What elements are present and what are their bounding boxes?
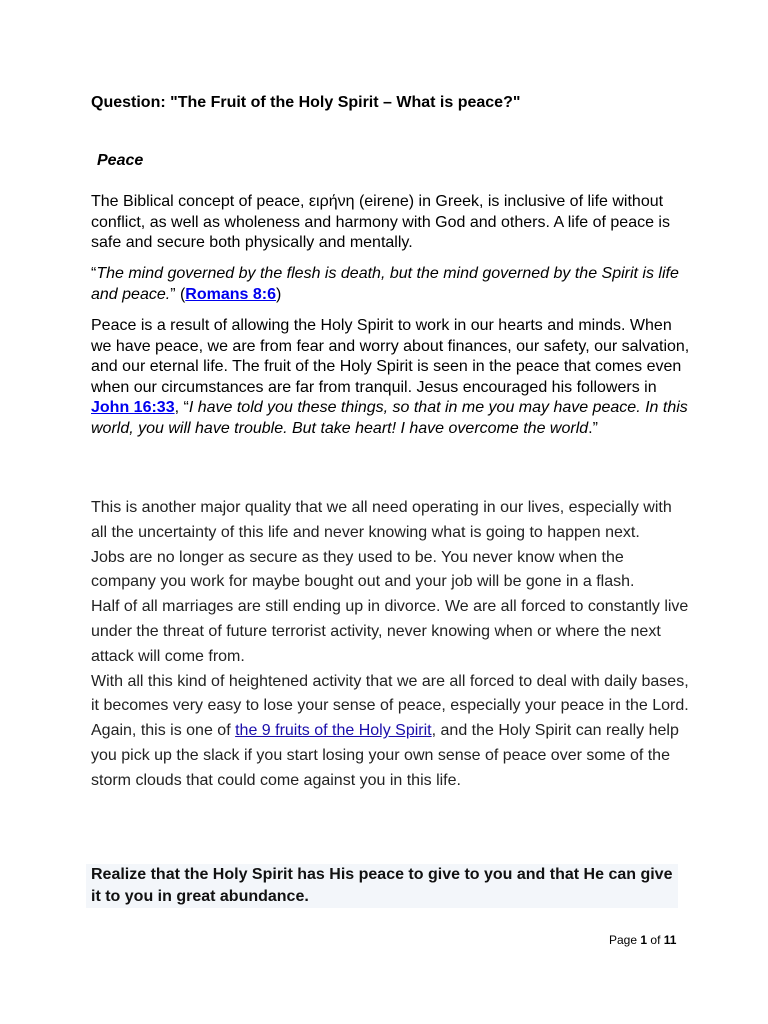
question-title: Question: "The Fruit of the Holy Spirit – What is peace?"	[91, 94, 521, 111]
john-link[interactable]: John 16:33	[91, 399, 175, 416]
paragraph-end: .”	[588, 419, 598, 437]
body-text-block	[91, 496, 691, 794]
paragraph-text: Peace is a result of allowing the Holy Spirit to work in our hearts and minds. When we have peace, we are from fear and worry about finances, our safety, our salvation, and our eternal life. The fruit of the Holy Spirit is seen in the peace that comes even when our circumstances are far from tranquil. Jesus encouraged his followers in	[91, 317, 690, 396]
quote-close: ” (	[170, 285, 186, 303]
of-word: of	[650, 933, 661, 947]
fruits-before: Again, this is one of	[91, 722, 236, 740]
section-heading: Peace	[97, 152, 144, 169]
page-total: 11	[663, 933, 677, 947]
body-paragraph: This is another major quality that we all need operating in our lives, especially with all the uncertainty of this life and never knowing what is going to happen next.	[91, 499, 672, 541]
page-number: 1	[640, 933, 648, 947]
fruits-after: , and the Holy Spirit can really help you pick up the slack if you start losing your own sense of peace over some of the storm clouds that could come against you in this life.	[91, 722, 679, 789]
highlight-statement: Realize that the Holy Spirit has His peace to give to you and that He can give it to you in great abundance.	[91, 866, 673, 905]
quote-end: )	[276, 285, 282, 303]
body-paragraph: Jobs are no longer as secure as they used to be. You never know when the company you work for maybe bought out and your job will be gone in a flash.	[91, 548, 635, 591]
quote-open: “	[91, 265, 97, 282]
page-word: Page	[609, 933, 638, 947]
paragraph-holy-spirit	[91, 316, 691, 439]
fruits-link[interactable]: the 9 fruits of the Holy Spirit	[235, 722, 432, 740]
paragraph-concept: The Biblical concept of peace, ειρήνη (eirene) in Greek, is inclusive of life without conflict, as well as wholeness and harmony with God and others. A life of peace is safe and secure both physically and mentally.	[91, 193, 670, 251]
quote-text: The mind governed by the flesh is death, but the mind governed by the Spirit is life and peace.	[91, 265, 679, 303]
body-paragraph: Half of all marriages are still ending up in divorce. We are all forced to constantly live under the threat of future terrorist activity, never knowing when or where the next attack will come from.	[91, 598, 689, 665]
john-quote: I have told you these things, so that in me you may have peace. In this world, you will have trouble. But take heart! I have overcome the world	[91, 399, 688, 437]
paragraph-mid: , “	[174, 399, 189, 416]
scripture-quote	[91, 264, 691, 305]
page-footer	[609, 933, 676, 947]
body-paragraph: With all this kind of heightened activity that we are all forced to deal with daily bases, it becomes very easy to lose your sense of peace, especially your peace in the Lord.	[91, 672, 689, 715]
fruits-paragraph	[91, 719, 691, 793]
romans-link[interactable]: Romans 8:6	[185, 285, 276, 303]
